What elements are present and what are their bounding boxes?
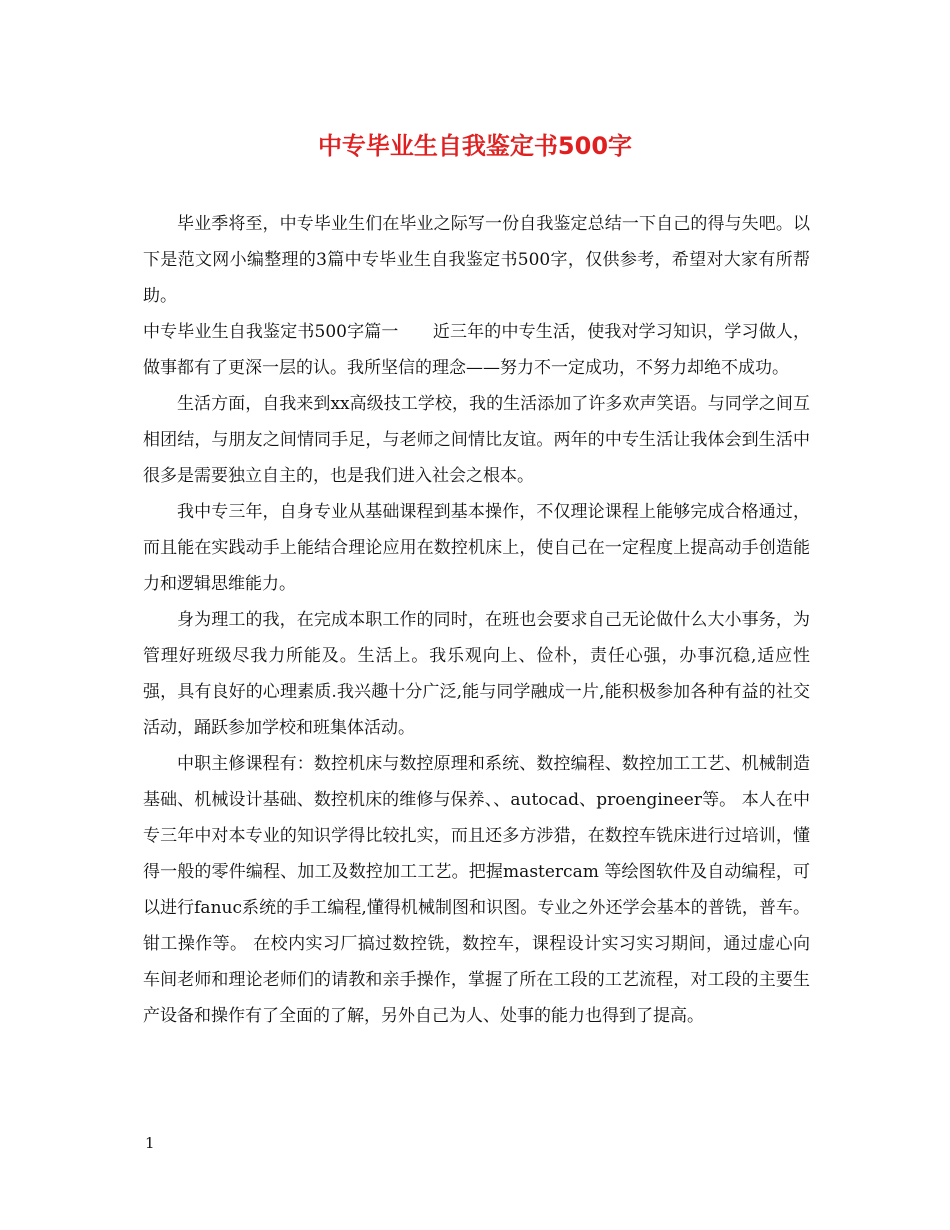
paragraph-part-one: 中专毕业生自我鉴定书500字篇一 近三年的中专生活，使我对学习知识，学习做人，做事都有了更深一层的认。我所坚信的理念——努力不一定成功，不努力却绝不成功。	[143, 322, 810, 378]
paragraph-intro: 毕业季将至，中专毕业生们在毕业之际写一份自我鉴定总结一下自己的得与失吧。以下是范文网小编整理的3篇中专毕业生自我鉴定书500字，仅供参考，希望对大家有所帮助。	[143, 214, 810, 306]
paragraph-courses: 中职主修课程有：数控机床与数控原理和系统、数控编程、数控加工工艺、机械制造基础、机械设计基础、数控机床的维修与保养、、autocad、proengineer等。 本人在中专三年中对本专业的知识学得比较扎实，而且还多方涉猎，在数控车铣床进行过培训，懂得一般的零件编程、加工及数控加工工艺。把握mastercam 等绘图软件及自动编程，可以进行fanuc系统的手工编程,懂得机械制图和识图。专业之外还学会基本的普铣，普车。钳工操作等。 在校内实习厂搞过数控铣，数控车，课程设计实习实习期间，通过虚心向车间老师和理论老师们的请教和亲手操作，掌握了所在工段的工艺流程，对工段的主要生产设备和操作有了全面的了解，另外自己为人、处事的能力也得到了提高。	[143, 754, 810, 1026]
document-body	[143, 206, 810, 1034]
page-number: 1	[145, 1134, 155, 1152]
document-title: 中专毕业生自我鉴定书500字	[317, 132, 633, 160]
paragraph-life: 生活方面，自我来到xx高级技工学校，我的生活添加了许多欢声笑语。与同学之间互相团结，与朋友之间情同手足，与老师之间情比友谊。两年的中专生活让我体会到生活中很多是需要独立自主的，也是我们进入社会之根本。	[143, 394, 810, 486]
paragraph-character: 身为理工的我，在完成本职工作的同时，在班也会要求自己无论做什么大小事务，为管理好班级尽我力所能及。生活上。我乐观向上、俭朴，责任心强，办事沉稳,适应性强，具有良好的心理素质.我兴趣十分广泛,能与同学融成一片,能积极参加各种有益的社交活动，踊跃参加学校和班集体活动。	[143, 610, 810, 738]
paragraph-study: 我中专三年，自身专业从基础课程到基本操作，不仅理论课程上能够完成合格通过，而且能在实践动手上能结合理论应用在数控机床上，使自己在一定程度上提高动手创造能力和逻辑思维能力。	[143, 502, 810, 594]
